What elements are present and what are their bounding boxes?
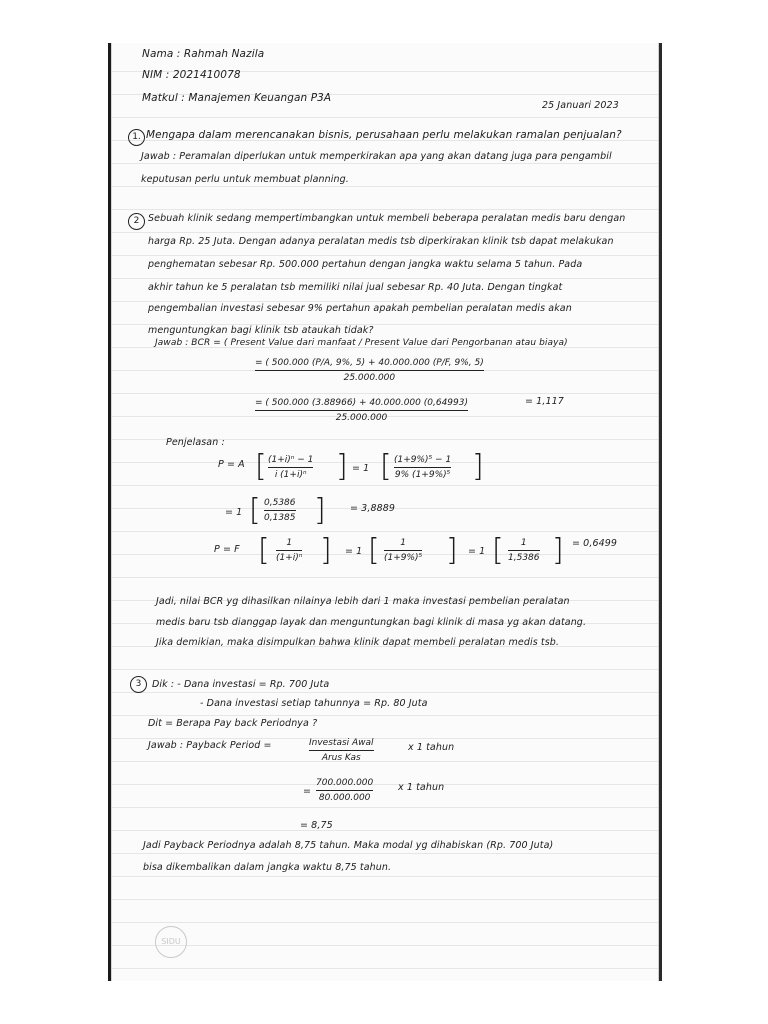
pf-fraction-2-numerator: 1	[384, 538, 422, 551]
pa-fraction-1-denominator: i (1+i)ⁿ	[274, 470, 307, 480]
question-1-number: 1.	[128, 129, 145, 146]
pf-bracket-open-1: [	[258, 533, 270, 568]
pf-fraction-3-denominator: 1,5386	[508, 553, 540, 563]
pa-fraction-1-numerator: (1+i)ⁿ − 1	[268, 455, 313, 468]
student-nim: NIM : 2021410078	[142, 69, 241, 81]
payback-fraction-2	[316, 778, 373, 803]
answer-1-line-1: Jawab : Peramalan diperlukan untuk memperkirakan apa yang akan datang juga para pengambil	[141, 151, 612, 162]
pf-lhs: P = F	[214, 544, 240, 555]
payback-fraction-1	[309, 738, 374, 763]
question-2-line-1: Sebuah klinik sedang mempertimbangkan untuk membeli beberapa peralatan medis baru dengan	[148, 213, 626, 224]
payback-formula-label: Jawab : Payback Period =	[148, 740, 272, 751]
pa-lhs: P = A	[218, 459, 245, 470]
conclusion-3-line-1: Jadi Payback Periodnya adalah 8,75 tahun. Maka modal yg dihabiskan (Rp. 700 Juta)	[143, 840, 554, 851]
question-2-line-6: menguntungkan bagi klinik tsb ataukah tidak?	[148, 325, 374, 336]
payback-fraction-1-denominator: Arus Kas	[321, 753, 361, 763]
conclusion-2-line-2: medis baru tsb dianggap layak dan menguntungkan bagi klinik di masa yg akan datang.	[156, 617, 587, 628]
question-3-number: 3	[130, 676, 147, 693]
pa-fraction-2-denominator: 9% (1+9%)⁵	[394, 470, 451, 480]
pa-equals-2: = 1	[225, 507, 243, 518]
question-2-line-2: harga Rp. 25 Juta. Dengan adanya peralatan medis tsb diperkirakan klinik tsb dapat melakukan	[148, 236, 614, 247]
question-2-line-5: pengembalian investasi sebesar 9% pertahun apakah pembelian peralatan medis akan	[148, 303, 572, 314]
known-line-1: Dik : - Dana investasi = Rp. 700 Juta	[152, 679, 330, 690]
bcr-equation-1	[255, 358, 484, 383]
bcr-equation-1-denominator: 25.000.000	[343, 373, 396, 383]
bcr-equation-2	[255, 398, 468, 423]
pa-fraction-2-numerator: (1+9%)⁵ − 1	[394, 455, 451, 468]
question-2-line-4: akhir tahun ke 5 peralatan tsb memiliki nilai jual sebesar Rp. 40 Juta. Dengan tingkat	[148, 282, 563, 293]
pf-equals-2: = 1	[468, 546, 486, 557]
explanation-label: Penjelasan :	[166, 437, 225, 448]
pf-fraction-3	[508, 538, 540, 563]
payback-result: = 8,75	[300, 820, 333, 831]
pa2-bracket-close: ]	[314, 493, 326, 528]
payback-times-1: x 1 tahun	[408, 742, 455, 753]
known-line-2: - Dana investasi setiap tahunnya = Rp. 80 Juta	[200, 698, 428, 709]
pf-fraction-1	[276, 538, 302, 563]
pf-bracket-open-2: [	[368, 533, 380, 568]
pa-fraction-3-denominator: 0,1385	[264, 513, 296, 523]
pf-bracket-open-3: [	[492, 533, 504, 568]
question-2-number: 2	[128, 213, 145, 230]
bcr-result: = 1,117	[525, 396, 564, 407]
answer-1-line-2: keputusan perlu untuk membuat planning.	[141, 174, 349, 185]
payback-times-2: x 1 tahun	[398, 782, 445, 793]
conclusion-3-line-2: bisa dikembalikan dalam jangka waktu 8,75 tahun.	[143, 862, 392, 873]
pa-bracket-open-2: [	[380, 449, 392, 484]
pa-equals-1: = 1	[352, 463, 370, 474]
pf-equals-1: = 1	[345, 546, 363, 557]
date: 25 Januari 2023	[542, 100, 619, 111]
pf-fraction-1-numerator: 1	[276, 538, 302, 551]
question-2-line-3: penghematan sebesar Rp. 500.000 pertahun dengan jangka waktu selama 5 tahun. Pada	[148, 259, 583, 270]
pa-fraction-3-numerator: 0,5386	[264, 498, 296, 511]
pf-bracket-close-1: ]	[320, 533, 332, 568]
bcr-equation-2-denominator: 25.000.000	[335, 413, 388, 423]
payback-fraction-1-numerator: Investasi Awal	[309, 738, 374, 751]
pa-fraction-3	[264, 498, 296, 523]
payback-fraction-2-numerator: 700.000.000	[316, 778, 373, 791]
pf-fraction-1-denominator: (1+i)ⁿ	[276, 553, 303, 563]
conclusion-2-line-1: Jadi, nilai BCR yg dihasilkan nilainya lebih dari 1 maka investasi pembelian peralatan	[156, 596, 570, 607]
pa-bracket-open-1: [	[255, 449, 267, 484]
conclusion-2-line-3: Jika demikian, maka disimpulkan bahwa klinik dapat membeli peralatan medis tsb.	[156, 637, 559, 648]
pf-fraction-2	[384, 538, 422, 563]
pa-fraction-1	[268, 455, 313, 480]
question-1-text: Mengapa dalam merencanakan bisnis, perusahaan perlu melakukan ramalan penjualan?	[146, 129, 622, 141]
bcr-formula: Jawab : BCR = ( Present Value dari manfaat / Present Value dari Pengorbanan atau biaya)	[155, 338, 568, 348]
pf-fraction-3-numerator: 1	[508, 538, 540, 551]
pf-fraction-2-denominator: (1+9%)⁵	[384, 553, 423, 563]
pf-bracket-close-3: ]	[552, 533, 564, 568]
bcr-equation-2-numerator: = ( 500.000 (3.88966) + 40.000.000 (0,64993)	[255, 398, 468, 411]
asked-line: Dit = Berapa Pay back Periodnya ?	[148, 718, 318, 729]
pa-bracket-close-2: ]	[472, 449, 484, 484]
pa-result: = 3,8889	[350, 503, 396, 514]
student-name: Nama : Rahmah Nazila	[142, 48, 265, 60]
course-name: Matkul : Manajemen Keuangan P3A	[142, 92, 332, 104]
pa2-bracket-open: [	[249, 493, 261, 528]
notebook-brand-stamp: SIDU	[155, 926, 187, 958]
payback-fraction-2-denominator: 80.000.000	[318, 793, 371, 803]
pa-fraction-2	[394, 455, 451, 480]
pa-bracket-close-1: ]	[336, 449, 348, 484]
bcr-equation-1-numerator: = ( 500.000 (P/A, 9%, 5) + 40.000.000 (P/F, 9%, 5)	[255, 358, 484, 371]
pf-result: = 0,6499	[572, 538, 618, 549]
payback-equals: =	[303, 786, 312, 797]
pf-bracket-close-2: ]	[446, 533, 458, 568]
